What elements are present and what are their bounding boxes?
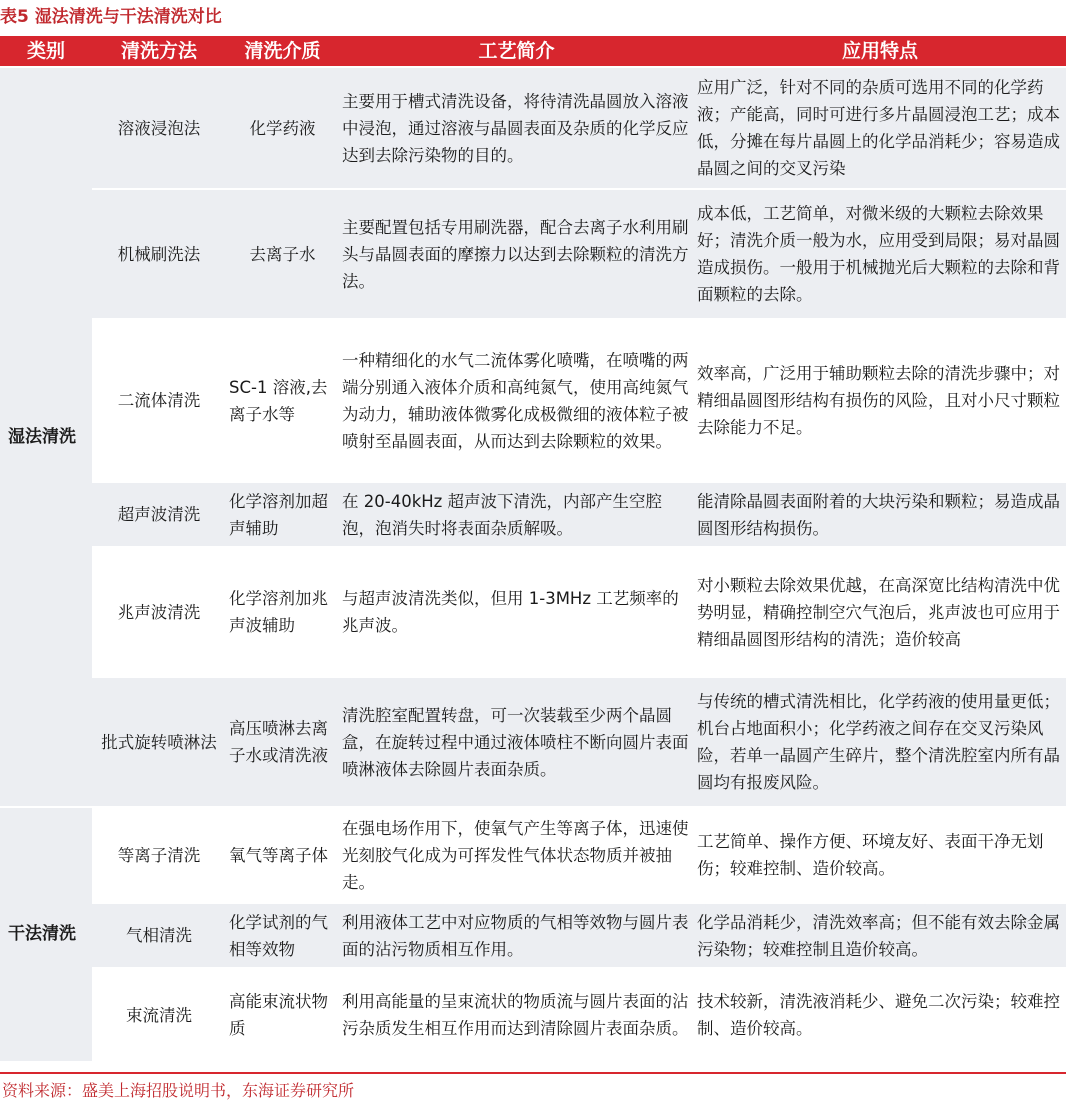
process-cell: 主要配置包括专用刷洗器，配合去离子水利用刷头与晶圆表面的摩擦力以达到去除颗粒的清洗方法。 [339, 189, 694, 319]
method-cell: 兆声波清洗 [92, 547, 226, 677]
header-process: 工艺简介 [339, 36, 694, 67]
features-cell: 技术较新，清洗液消耗少、避免二次污染；较难控制、造价较高。 [694, 968, 1066, 1062]
header-method: 清洗方法 [92, 36, 226, 67]
process-cell: 在 20-40kHz 超声波下清洗，内部产生空腔泡，泡消失时将表面杂质解吸。 [339, 482, 694, 547]
table-header-row [0, 36, 1066, 67]
source-note: 资料来源：盛美上海招股说明书，东海证券研究所 [2, 1081, 355, 1100]
medium-cell: 化学试剂的气相等效物 [226, 903, 339, 968]
process-cell: 在强电场作用下，使氧气产生等离子体，迅速使光刻胶气化成为可挥发性气体状态物质并被抽走。 [339, 807, 694, 903]
method-cell: 批式旋转喷淋法 [92, 677, 226, 807]
features-cell: 效率高，广泛用于辅助颗粒去除的清洗步骤中；对精细晶圆图形结构有损伤的风险，且对小尺寸颗粒去除能力不足。 [694, 319, 1066, 482]
method-cell: 束流清洗 [92, 968, 226, 1062]
medium-cell: 去离子水 [226, 189, 339, 319]
table-row [0, 903, 1066, 968]
medium-cell: 化学药液 [226, 67, 339, 189]
medium-cell: SC-1 溶液,去离子水等 [226, 319, 339, 482]
method-cell: 超声波清洗 [92, 482, 226, 547]
table-row [0, 677, 1066, 807]
features-cell: 能清除晶圆表面附着的大块污染和颗粒；易造成晶圆图形结构损伤。 [694, 482, 1066, 547]
features-cell: 化学品消耗少，清洗效率高；但不能有效去除金属污染物；较难控制且造价较高。 [694, 903, 1066, 968]
medium-cell: 化学溶剂加超声辅助 [226, 482, 339, 547]
header-category: 类别 [0, 36, 92, 67]
method-cell: 溶液浸泡法 [92, 67, 226, 189]
features-cell: 应用广泛，针对不同的杂质可选用不同的化学药液；产能高，同时可进行多片晶圆浸泡工艺；成本低，分摊在每片晶圆上的化学品消耗少；容易造成晶圆之间的交叉污染 [694, 67, 1066, 189]
process-cell: 与超声波清洗类似，但用 1-3MHz 工艺频率的兆声波。 [339, 547, 694, 677]
features-cell: 与传统的槽式清洗相比，化学药液的使用量更低；机台占地面积小；化学药液之间存在交叉污染风险，若单一晶圆产生碎片，整个清洗腔室内所有晶圆均有报废风险。 [694, 677, 1066, 807]
table-row [0, 189, 1066, 319]
header-medium: 清洗介质 [226, 36, 339, 67]
features-cell: 工艺简单、操作方便、环境友好、表面干净无划伤；较难控制、造价较高。 [694, 807, 1066, 903]
table-row [0, 547, 1066, 677]
comparison-table [0, 36, 1066, 1063]
medium-cell: 高压喷淋去离子水或清洗液 [226, 677, 339, 807]
medium-cell: 化学溶剂加兆声波辅助 [226, 547, 339, 677]
process-cell: 利用高能量的呈束流状的物质流与圆片表面的沾污杂质发生相互作用而达到清除圆片表面杂质。 [339, 968, 694, 1062]
method-cell: 气相清洗 [92, 903, 226, 968]
features-cell: 对小颗粒去除效果优越，在高深宽比结构清洗中优势明显，精确控制空穴气泡后，兆声波也可应用于精细晶圆图形结构的清洗；造价较高 [694, 547, 1066, 677]
table-row [0, 67, 1066, 189]
medium-cell: 高能束流状物质 [226, 968, 339, 1062]
table-row [0, 968, 1066, 1062]
category-cell-dry: 干法清洗 [0, 807, 92, 1062]
method-cell: 等离子清洗 [92, 807, 226, 903]
process-cell: 清洗腔室配置转盘，可一次装载至少两个晶圆盒，在旋转过程中通过液体喷柱不断向圆片表面喷淋液体去除圆片表面杂质。 [339, 677, 694, 807]
table-row [0, 319, 1066, 482]
features-cell: 成本低，工艺简单，对微米级的大颗粒去除效果好；清洗介质一般为水，应用受到局限；易对晶圆造成损伤。一般用于机械抛光后大颗粒的去除和背面颗粒的去除。 [694, 189, 1066, 319]
process-cell: 利用液体工艺中对应物质的气相等效物与圆片表面的沾污物质相互作用。 [339, 903, 694, 968]
process-cell: 一种精细化的水气二流体雾化喷嘴，在喷嘴的两端分别通入液体介质和高纯氮气，使用高纯氮气为动力，辅助液体微雾化成极微细的液体粒子被喷射至晶圆表面，从而达到去除颗粒的效果。 [339, 319, 694, 482]
medium-cell: 氧气等离子体 [226, 807, 339, 903]
process-cell: 主要用于槽式清洗设备，将待清洗晶圆放入溶液中浸泡，通过溶液与晶圆表面及杂质的化学反应达到去除污染物的目的。 [339, 67, 694, 189]
header-features: 应用特点 [694, 36, 1066, 67]
method-cell: 二流体清洗 [92, 319, 226, 482]
table-row [0, 482, 1066, 547]
method-cell: 机械刷洗法 [92, 189, 226, 319]
category-cell-wet: 湿法清洗 [0, 67, 92, 807]
table-title: 表5 湿法清洗与干法清洗对比 [0, 7, 222, 27]
footer-divider [0, 1072, 1066, 1074]
table-row [0, 807, 1066, 903]
